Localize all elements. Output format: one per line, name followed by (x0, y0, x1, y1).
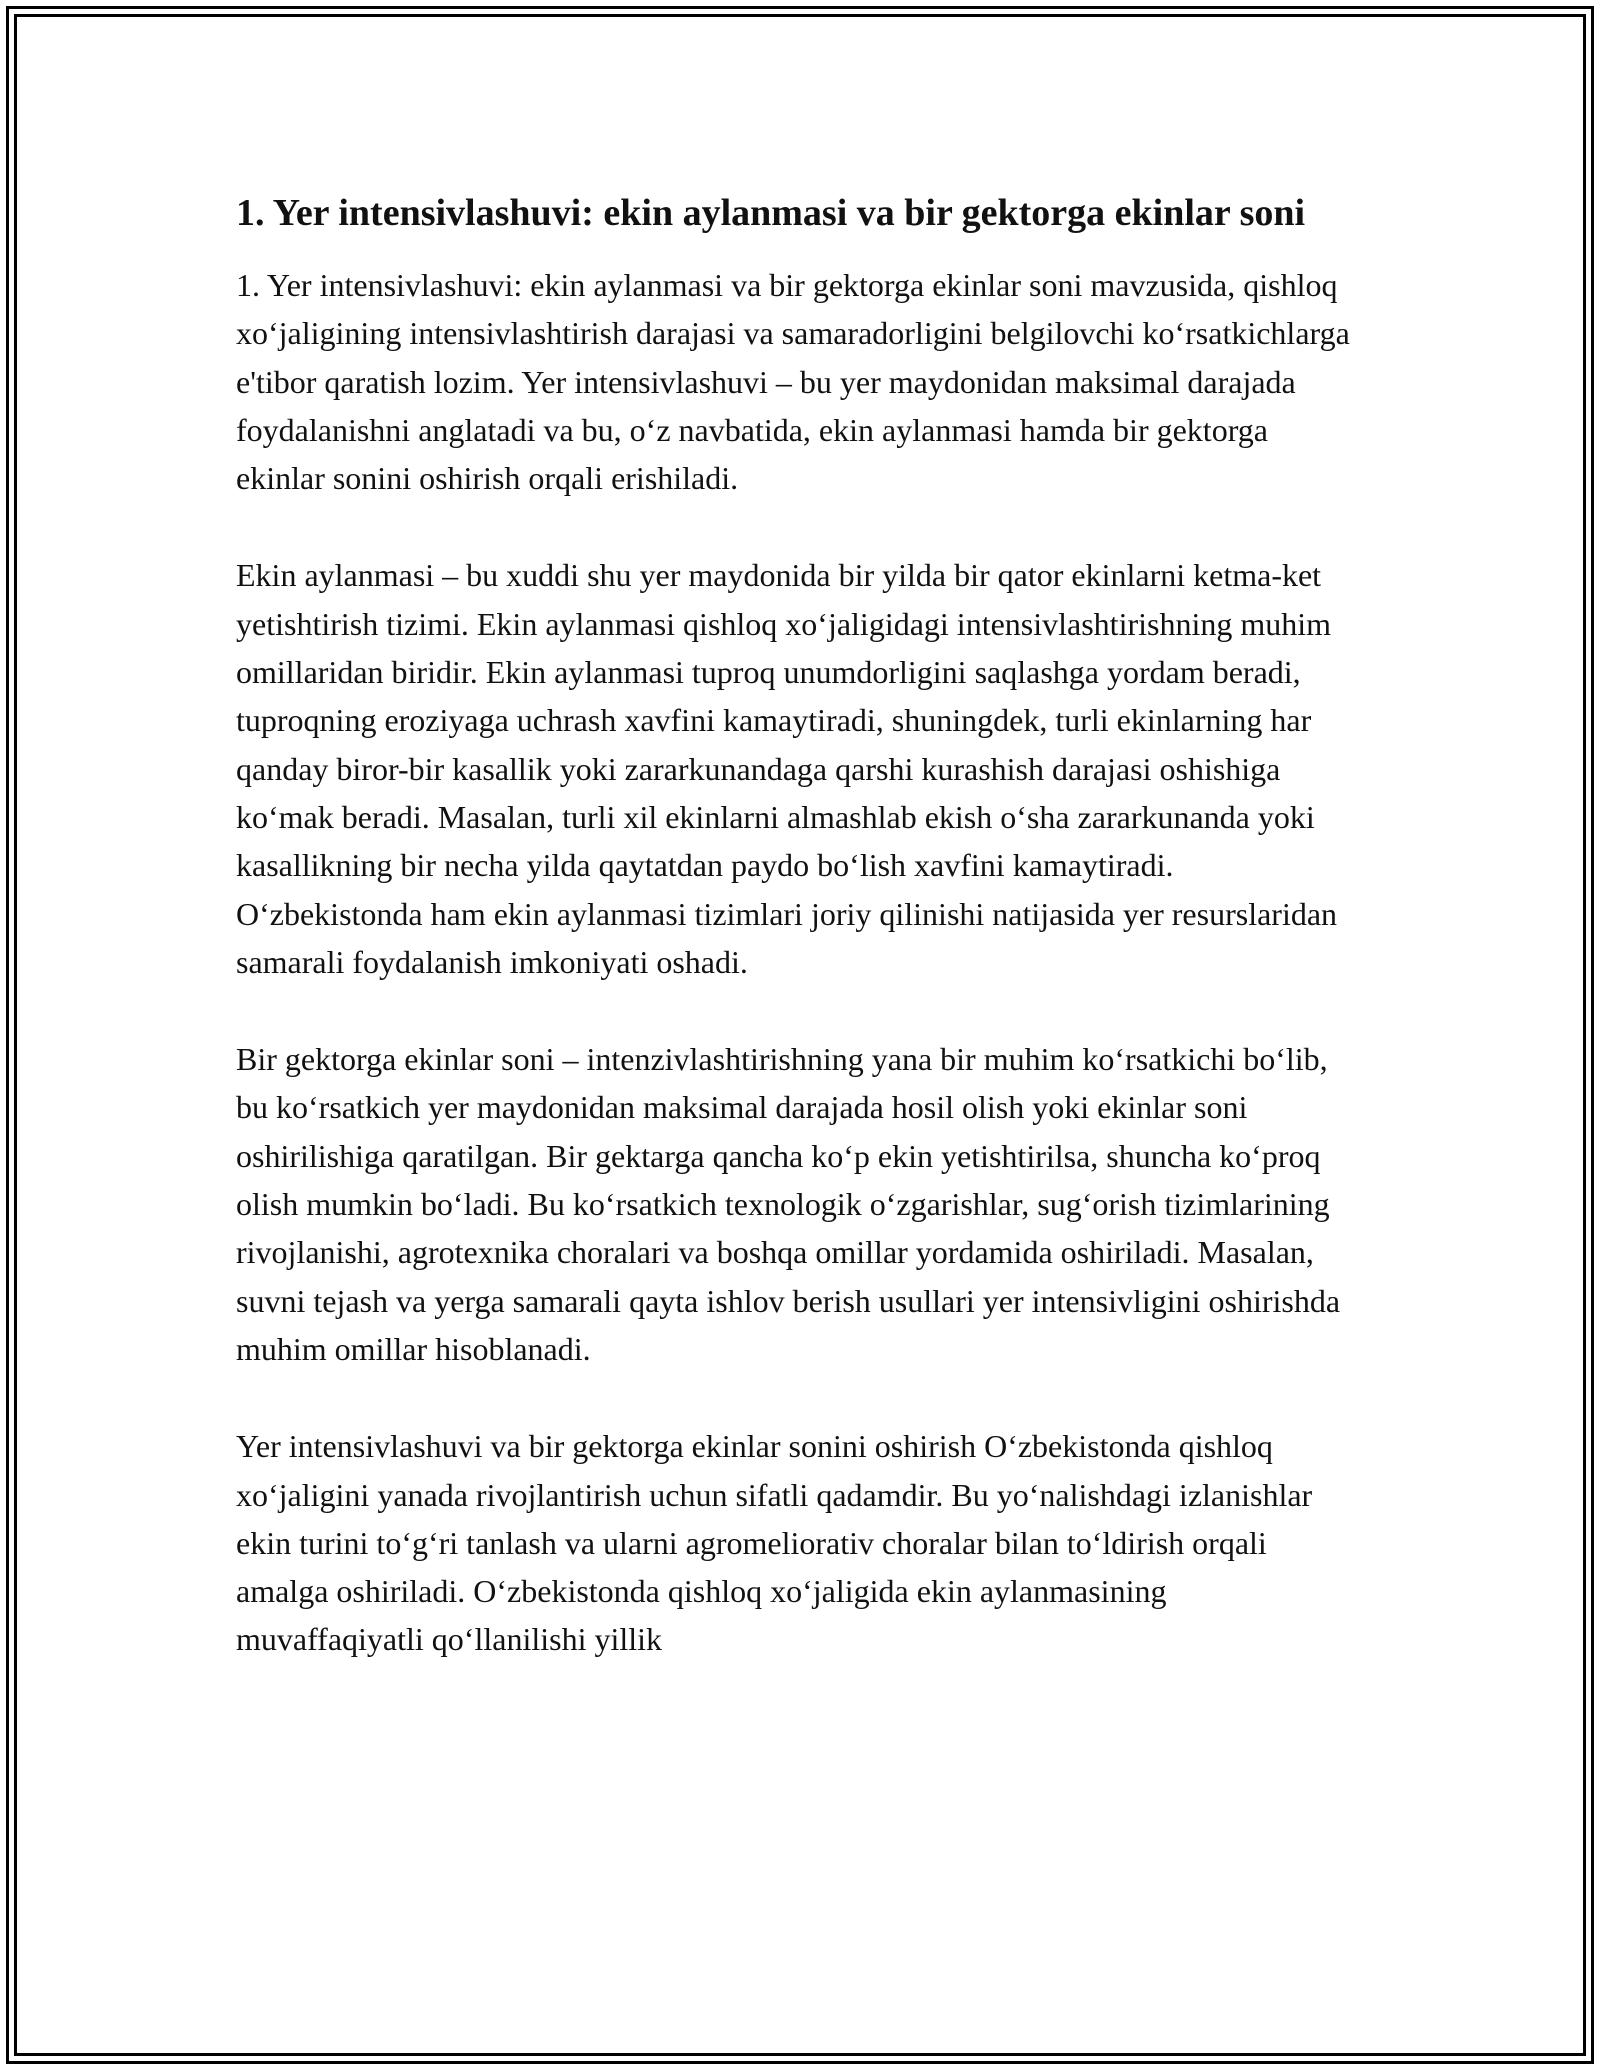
document-body (236, 186, 1360, 1713)
paragraph-crops-per-hectare: Bir gektorga ekinlar soni – intenzivlashtirishning yana bir muhim koʻrsatkichi boʻlib, bu koʻrsatkich yer maydonidan maksimal darajada hosil olish yoki ekinlar soni oshirilishiga qaratilgan. Bir gektarga qancha koʻp ekin yetishtirilsa, shuncha koʻproq olish mumkin boʻladi. Bu koʻrsatkich texnologik oʻzgarishlar, sugʻorish tizimlarining rivojlanishi, agrotexnika choralari va boshqa omillar yordamida oshiriladi. Masalan, suvni tejash va yerga samarali qayta ishlov berish usullari yer intensivligini oshirishda muhim omillar hisoblanadi. (236, 1041, 1341, 1367)
document-title: 1. Yer intensivlashuvi: ekin aylanmasi va bir gektorga ekinlar soni (236, 192, 1306, 234)
paragraph-intro: 1. Yer intensivlashuvi: ekin aylanmasi va bir gektorga ekinlar soni mavzusida, qishloq xoʻjaligining intensivlashtirish darajasi va samaradorligini belgilovchi koʻrsatkichlarga e'tibor qaratish lozim. Yer intensivlashuvi – bu yer maydonidan maksimal darajada foydalanishni anglatadi va bu, oʻz navbatida, ekin aylanmasi hamda bir gektorga ekinlar sonini oshirish orqali erishiladi. (236, 267, 1350, 497)
paragraph-crop-rotation: Ekin aylanmasi – bu xuddi shu yer maydonida bir yilda bir qator ekinlarni ketma-ket yetishtirish tizimi. Ekin aylanmasi qishloq xoʻjaligidagi intensivlashtirishning muhim omillaridan biridir. Ekin aylanmasi tuproq unumdorligini saqlashga yordam beradi, tuproqning eroziyaga uchrash xavfini kamaytiradi, shuningdek, turli ekinlarning har qanday biror-bir kasallik yoki zararkunandaga qarshi kurashish darajasi oshishiga koʻmak beradi. Masalan, turli xil ekinlarni almashlab ekish oʻsha zararkunanda yoki kasallikning bir necha yilda qaytatdan paydo boʻlish xavfini kamaytiradi. Oʻzbekistonda ham ekin aylanmasi tizimlari joriy qilinishi natijasida yer resurslaridan samarali foydalanish imkoniyati oshadi. (236, 557, 1338, 980)
paragraph-conclusion: Yer intensivlashuvi va bir gektorga ekinlar sonini oshirish Oʻzbekistonda qishloq xoʻjaligini yanada rivojlantirish uchun sifatli qadamdir. Bu yoʻnalishdagi izlanishlar ekin turini toʻgʻri tanlash va ularni agromeliorativ choralar bilan toʻldirish orqali amalga oshiriladi. Oʻzbekistonda qishloq xoʻjaligida ekin aylanmasining muvaffaqiyatli qoʻllanilishi yillik (236, 1428, 1313, 1658)
